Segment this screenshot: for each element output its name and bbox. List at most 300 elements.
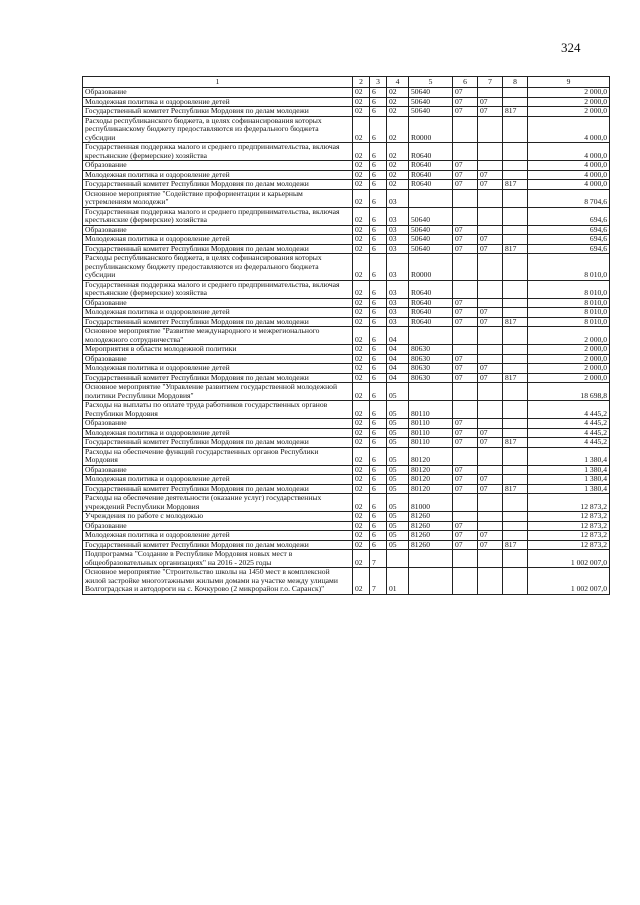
event-code-cell: 03 [387,235,409,245]
table-row [83,189,610,207]
subprogram-code-cell: 6 [370,180,387,190]
program-code-cell: 02 [353,254,370,281]
row-name-cell: Образование [83,225,353,235]
ministry-code-cell [503,225,528,235]
row-name-cell: Государственная поддержка малого и среднего предпринимательства, включая крестьянские (фермерские) хозяйства [83,280,353,298]
header-cell: 7 [478,77,503,88]
table-row [83,465,610,475]
row-name-cell: Расходы республиканского бюджета, в целях софинансирования которых республиканскому бюджету предоставляются из федерального бюджета субсидии [83,254,353,281]
subsection-cell [478,383,503,401]
section-cell [453,143,478,161]
row-name-cell: Образование [83,354,353,364]
section-cell: 07 [453,428,478,438]
table-row [83,280,610,298]
event-code-cell: 04 [387,354,409,364]
program-code-cell: 02 [353,170,370,180]
event-code-cell [387,550,409,568]
program-code-cell: 02 [353,97,370,107]
section-cell: 07 [453,97,478,107]
subsection-cell: 07 [478,531,503,541]
subsection-cell [478,189,503,207]
section-cell: 07 [453,354,478,364]
event-code-cell: 02 [387,161,409,171]
ministry-code-cell [503,280,528,298]
amount-cell: 694,6 [528,244,610,254]
event-code-cell: 05 [387,475,409,485]
row-name-cell: Государственный комитет Республики Мордовия по делам молодежи [83,373,353,383]
amount-cell: 694,6 [528,235,610,245]
section-cell: 07 [453,373,478,383]
subprogram-code-cell: 6 [370,419,387,429]
row-name-cell: Государственный комитет Республики Мордовия по делам молодежи [83,540,353,550]
program-code-cell: 02 [353,383,370,401]
subprogram-code-cell: 6 [370,189,387,207]
table-row [83,401,610,419]
amount-cell: 8 010,0 [528,254,610,281]
section-cell: 07 [453,170,478,180]
program-code-cell: 02 [353,401,370,419]
amount-cell: 694,6 [528,207,610,225]
ministry-code-cell [503,345,528,355]
event-code-cell: 01 [387,568,409,595]
subprogram-code-cell: 6 [370,428,387,438]
subsection-cell [478,207,503,225]
subprogram-code-cell: 6 [370,383,387,401]
table-row [83,419,610,429]
subprogram-code-cell: 6 [370,244,387,254]
amount-cell: 8 010,0 [528,280,610,298]
amount-cell: 4 000,0 [528,170,610,180]
ministry-code-cell: 817 [503,438,528,448]
row-name-cell: Государственный комитет Республики Мордовия по делам молодежи [83,317,353,327]
expense-code-cell: 80110 [409,428,453,438]
section-cell: 07 [453,364,478,374]
table-row [83,428,610,438]
program-code-cell: 02 [353,317,370,327]
header-cell: 9 [528,77,610,88]
expense-code-cell [409,550,453,568]
amount-cell: 2 000,0 [528,373,610,383]
expense-code-cell: R0640 [409,298,453,308]
ministry-code-cell [503,207,528,225]
subprogram-code-cell: 6 [370,317,387,327]
subsection-cell [478,447,503,465]
amount-cell: 4 000,0 [528,143,610,161]
row-name-cell: Государственный комитет Республики Мордовия по делам молодежи [83,180,353,190]
ministry-code-cell [503,161,528,171]
section-cell [453,327,478,345]
expense-code-cell: 50640 [409,225,453,235]
event-code-cell: 03 [387,225,409,235]
subsection-cell: 07 [478,107,503,117]
section-cell [453,207,478,225]
section-cell: 07 [453,225,478,235]
section-cell: 07 [453,419,478,429]
subprogram-code-cell: 6 [370,401,387,419]
row-name-cell: Образование [83,465,353,475]
subsection-cell [478,143,503,161]
row-name-cell: Расходы на обеспечение функций государственных органов Республики Мордовия [83,447,353,465]
amount-cell: 8 010,0 [528,317,610,327]
subsection-cell: 07 [478,373,503,383]
ministry-code-cell: 817 [503,540,528,550]
table-row [83,116,610,143]
row-name-cell: Государственный комитет Республики Мордовия по делам молодежи [83,244,353,254]
row-name-cell: Образование [83,88,353,98]
ministry-code-cell [503,235,528,245]
amount-cell: 12 873,2 [528,494,610,512]
subsection-cell: 07 [478,484,503,494]
subsection-cell [478,419,503,429]
expense-code-cell: 80120 [409,484,453,494]
amount-cell: 8 010,0 [528,308,610,318]
event-code-cell: 05 [387,484,409,494]
amount-cell: 18 698,8 [528,383,610,401]
table-row [83,484,610,494]
subsection-cell [478,465,503,475]
subsection-cell: 07 [478,170,503,180]
subprogram-code-cell: 6 [370,484,387,494]
expense-code-cell: 50640 [409,235,453,245]
subprogram-code-cell: 6 [370,327,387,345]
section-cell [453,550,478,568]
section-cell [453,512,478,522]
amount-cell: 12 873,2 [528,531,610,541]
ministry-code-cell: 817 [503,107,528,117]
expense-code-cell: 50640 [409,244,453,254]
subsection-cell [478,354,503,364]
event-code-cell: 05 [387,465,409,475]
table-row [83,438,610,448]
amount-cell: 2 000,0 [528,327,610,345]
program-code-cell: 02 [353,531,370,541]
event-code-cell: 04 [387,364,409,374]
program-code-cell: 02 [353,438,370,448]
event-code-cell: 03 [387,189,409,207]
amount-cell: 4 445,2 [528,401,610,419]
section-cell: 07 [453,317,478,327]
ministry-code-cell [503,97,528,107]
row-name-cell: Молодежная политика и оздоровление детей [83,235,353,245]
subsection-cell: 07 [478,180,503,190]
section-cell [453,280,478,298]
ministry-code-cell [503,298,528,308]
amount-cell: 1 380,4 [528,475,610,485]
table-row [83,317,610,327]
ministry-code-cell: 817 [503,484,528,494]
subprogram-code-cell: 6 [370,170,387,180]
event-code-cell: 05 [387,438,409,448]
amount-cell: 1 002 007,0 [528,568,610,595]
ministry-code-cell [503,512,528,522]
table-row [83,364,610,374]
subsection-cell [478,550,503,568]
program-code-cell: 02 [353,225,370,235]
table-row [83,180,610,190]
row-name-cell: Образование [83,419,353,429]
event-code-cell: 02 [387,170,409,180]
subprogram-code-cell: 6 [370,494,387,512]
table-row [83,373,610,383]
amount-cell: 1 380,4 [528,484,610,494]
subprogram-code-cell: 7 [370,568,387,595]
program-code-cell: 02 [353,161,370,171]
program-code-cell: 02 [353,447,370,465]
row-name-cell: Основное мероприятие "Строительство школы на 1450 мест в комплексной жилой застройке многоэтажными жилыми домами на участке между улицами Волгоградская и автодороги на с. Кочкурово (2 микрорайон г.о. Саранск)" [83,568,353,595]
section-cell: 07 [453,235,478,245]
event-code-cell: 05 [387,512,409,522]
expense-code-cell: 80110 [409,438,453,448]
amount-cell: 4 000,0 [528,180,610,190]
subsection-cell [478,116,503,143]
row-name-cell: Молодежная политика и оздоровление детей [83,364,353,374]
section-cell [453,254,478,281]
subsection-cell [478,161,503,171]
ministry-code-cell: 817 [503,244,528,254]
row-name-cell: Молодежная политика и оздоровление детей [83,475,353,485]
ministry-code-cell [503,401,528,419]
subprogram-code-cell: 6 [370,465,387,475]
table-row [83,345,610,355]
amount-cell: 12 873,2 [528,512,610,522]
expense-code-cell: 80110 [409,419,453,429]
expense-code-cell: 80630 [409,345,453,355]
amount-cell: 1 002 007,0 [528,550,610,568]
amount-cell: 4 000,0 [528,161,610,171]
amount-cell: 12 873,2 [528,540,610,550]
event-code-cell: 03 [387,280,409,298]
event-code-cell: 02 [387,143,409,161]
amount-cell: 12 873,2 [528,521,610,531]
subprogram-code-cell: 6 [370,298,387,308]
table-row [83,475,610,485]
table-row [83,207,610,225]
header-cell: 8 [503,77,528,88]
program-code-cell: 02 [353,364,370,374]
table-row [83,244,610,254]
section-cell: 07 [453,298,478,308]
ministry-code-cell [503,254,528,281]
section-cell: 07 [453,180,478,190]
ministry-code-cell [503,327,528,345]
subsection-cell [478,512,503,522]
section-cell [453,494,478,512]
expense-code-cell: R0640 [409,317,453,327]
amount-cell: 1 380,4 [528,447,610,465]
program-code-cell: 02 [353,550,370,568]
expense-code-cell: R0640 [409,308,453,318]
event-code-cell: 05 [387,447,409,465]
expense-code-cell [409,327,453,345]
program-code-cell: 02 [353,244,370,254]
header-cell: 3 [370,77,387,88]
program-code-cell: 02 [353,207,370,225]
subprogram-code-cell: 6 [370,97,387,107]
subprogram-code-cell: 6 [370,225,387,235]
table-row [83,550,610,568]
row-name-cell: Государственная поддержка малого и среднего предпринимательства, включая крестьянские (фермерские) хозяйства [83,143,353,161]
program-code-cell: 02 [353,512,370,522]
subprogram-code-cell: 6 [370,107,387,117]
subprogram-code-cell: 6 [370,540,387,550]
ministry-code-cell [503,354,528,364]
program-code-cell: 02 [353,345,370,355]
event-code-cell: 05 [387,540,409,550]
event-code-cell: 02 [387,116,409,143]
table-row [83,88,610,98]
subprogram-code-cell: 6 [370,512,387,522]
subprogram-code-cell: 6 [370,364,387,374]
section-cell: 07 [453,107,478,117]
table-row [83,540,610,550]
table-row [83,447,610,465]
section-cell [453,189,478,207]
subsection-cell [478,401,503,419]
ministry-code-cell [503,550,528,568]
table-row [83,568,610,595]
ministry-code-cell [503,189,528,207]
header-cell: 2 [353,77,370,88]
program-code-cell: 02 [353,465,370,475]
expense-code-cell: 50640 [409,207,453,225]
program-code-cell: 02 [353,484,370,494]
event-code-cell: 05 [387,428,409,438]
subprogram-code-cell: 6 [370,308,387,318]
expense-code-cell: 81260 [409,521,453,531]
subprogram-code-cell: 6 [370,161,387,171]
expense-code-cell: R0640 [409,280,453,298]
program-code-cell: 02 [353,116,370,143]
program-code-cell: 02 [353,280,370,298]
subprogram-code-cell: 6 [370,280,387,298]
row-name-cell: Образование [83,298,353,308]
amount-cell: 2 000,0 [528,88,610,98]
expense-code-cell: 80630 [409,373,453,383]
subprogram-code-cell: 6 [370,116,387,143]
subsection-cell: 07 [478,475,503,485]
ministry-code-cell [503,308,528,318]
table-row [83,235,610,245]
row-name-cell: Государственный комитет Республики Мордовия по делам молодежи [83,484,353,494]
expense-code-cell: 80120 [409,475,453,485]
table-row [83,143,610,161]
section-cell: 07 [453,308,478,318]
row-name-cell: Основное мероприятие "Развитие международного и межрегионального молодежного сотрудничества" [83,327,353,345]
section-cell [453,116,478,143]
program-code-cell: 02 [353,475,370,485]
table-row [83,327,610,345]
table-row [83,298,610,308]
row-name-cell: Подпрограмма "Создание в Республике Мордовия новых мест в общеобразовательных организациях" на 2016 - 2025 годы [83,550,353,568]
row-name-cell: Государственный комитет Республики Мордовия по делам молодежи [83,438,353,448]
program-code-cell: 02 [353,354,370,364]
section-cell: 07 [453,484,478,494]
row-name-cell: Образование [83,521,353,531]
event-code-cell: 05 [387,521,409,531]
program-code-cell: 02 [353,189,370,207]
subsection-cell: 07 [478,308,503,318]
ministry-code-cell [503,88,528,98]
amount-cell: 2 000,0 [528,364,610,374]
ministry-code-cell [503,475,528,485]
event-code-cell: 03 [387,244,409,254]
row-name-cell: Государственная поддержка малого и среднего предпринимательства, включая крестьянские (фермерские) хозяйства [83,207,353,225]
subsection-cell: 07 [478,428,503,438]
program-code-cell: 02 [353,180,370,190]
section-cell [453,383,478,401]
expense-code-cell: 50640 [409,88,453,98]
row-name-cell: Основное мероприятие "Управление развитием государственной молодежной политики Республики Мордовия" [83,383,353,401]
expense-code-cell: 80120 [409,447,453,465]
ministry-code-cell [503,116,528,143]
subsection-cell [478,494,503,512]
expense-code-cell: R0640 [409,143,453,161]
event-code-cell: 03 [387,317,409,327]
subprogram-code-cell: 6 [370,143,387,161]
program-code-cell: 02 [353,143,370,161]
row-name-cell: Молодежная политика и оздоровление детей [83,97,353,107]
subsection-cell [478,327,503,345]
event-code-cell: 04 [387,373,409,383]
expense-code-cell: R0640 [409,170,453,180]
table-row [83,107,610,117]
subsection-cell [478,225,503,235]
subprogram-code-cell: 6 [370,207,387,225]
event-code-cell: 02 [387,88,409,98]
section-cell: 07 [453,244,478,254]
ministry-code-cell [503,531,528,541]
row-name-cell: Учреждения по работе с молодежью [83,512,353,522]
subsection-cell [478,254,503,281]
subprogram-code-cell: 6 [370,354,387,364]
budget-table [82,76,610,595]
program-code-cell: 02 [353,428,370,438]
subprogram-code-cell: 6 [370,521,387,531]
table-row [83,354,610,364]
subprogram-code-cell: 6 [370,345,387,355]
amount-cell: 1 380,4 [528,465,610,475]
program-code-cell: 02 [353,298,370,308]
expense-code-cell: 80630 [409,354,453,364]
event-code-cell: 03 [387,207,409,225]
ministry-code-cell [503,419,528,429]
expense-code-cell: R0640 [409,180,453,190]
table-row [83,521,610,531]
event-code-cell: 02 [387,180,409,190]
amount-cell: 4 445,2 [528,438,610,448]
event-code-cell: 05 [387,494,409,512]
event-code-cell: 05 [387,383,409,401]
header-cell: 6 [453,77,478,88]
header-cell: 5 [409,77,453,88]
subsection-cell [478,568,503,595]
row-name-cell: Молодежная политика и оздоровление детей [83,308,353,318]
expense-code-cell [409,189,453,207]
amount-cell: 8 704,6 [528,189,610,207]
subprogram-code-cell: 7 [370,550,387,568]
header-cell: 4 [387,77,409,88]
subsection-cell: 07 [478,97,503,107]
program-code-cell: 02 [353,494,370,512]
section-cell [453,568,478,595]
section-cell: 07 [453,521,478,531]
subsection-cell [478,521,503,531]
table-row [83,170,610,180]
ministry-code-cell [503,568,528,595]
amount-cell: 4 445,2 [528,428,610,438]
table-row [83,308,610,318]
expense-code-cell: R0640 [409,161,453,171]
